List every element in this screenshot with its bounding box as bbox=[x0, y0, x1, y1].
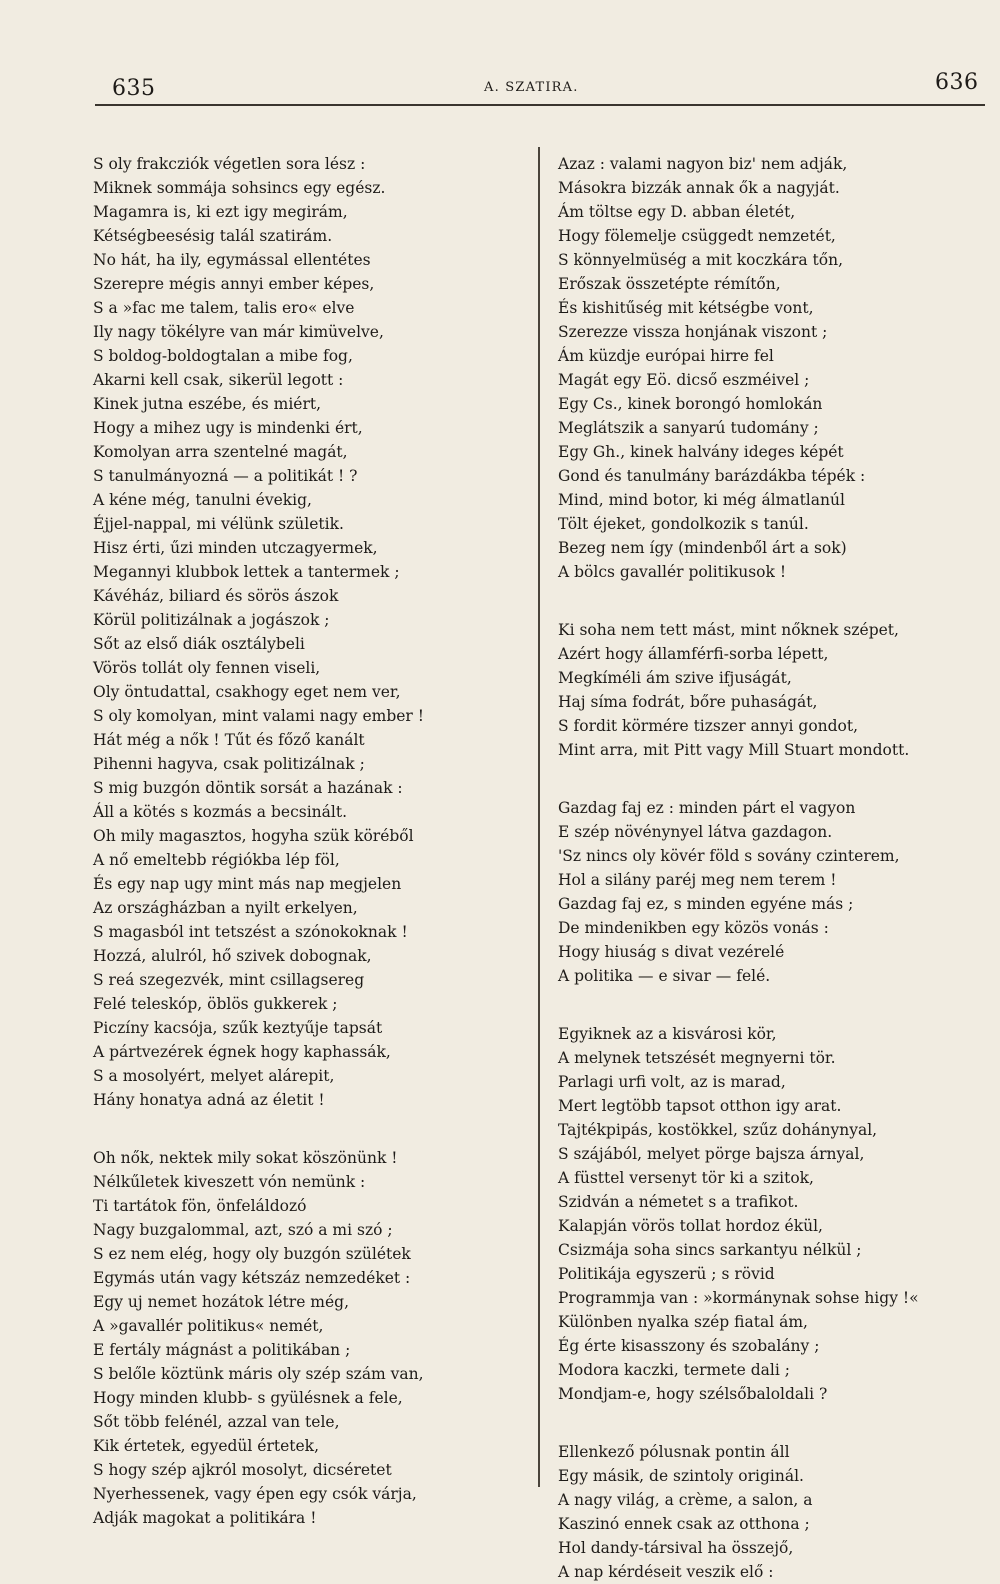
verse-line: De mindenikben egy közös vonás : bbox=[558, 919, 829, 937]
verse-line: Bezeg nem így (mindenből árt a sok) bbox=[558, 539, 847, 557]
verse-line: S a »fac me talem, talis ero« elve bbox=[93, 299, 355, 317]
verse-line: Hol a silány paréj meg nem terem ! bbox=[558, 871, 837, 889]
verse-line: Gond és tanulmány barázdákba tépék : bbox=[558, 467, 866, 485]
verse-line: A pártvezérek égnek hogy kaphassák, bbox=[93, 1043, 391, 1061]
verse-line: A nap kérdéseit veszik elő : bbox=[558, 1563, 774, 1581]
verse-line: A nagy világ, a crème, a salon, a bbox=[558, 1491, 813, 1509]
verse-line: Oly öntudattal, csakhogy eget nem ver, bbox=[93, 683, 401, 701]
verse-line: Erőszak összetépte rémítőn, bbox=[558, 275, 781, 293]
page-number-left: 635 bbox=[112, 76, 156, 101]
verse-line: Vörös tollát oly fennen viseli, bbox=[93, 659, 321, 677]
verse-line: És egy nap ugy mint más nap megjelen bbox=[93, 875, 402, 893]
verse-line: No hát, ha ily, egymással ellentétes bbox=[93, 251, 371, 269]
verse-line: Komolyan arra szentelné magát, bbox=[93, 443, 348, 461]
verse-line: E szép növénynyel látva gazdagon. bbox=[558, 823, 833, 841]
verse-line: Kétségbeesésig talál szatirám. bbox=[93, 227, 333, 245]
verse-line: Ti tartátok fön, önfeláldozó bbox=[93, 1197, 307, 1215]
verse-line: Gazdag faj ez : minden párt el vagyon bbox=[558, 799, 856, 817]
verse-line: S mig buzgón döntik sorsát a hazának : bbox=[93, 779, 403, 797]
header-rule bbox=[95, 104, 985, 106]
verse-line: Modora kaczki, termete dali ; bbox=[558, 1361, 790, 1379]
verse-line: A nő emeltebb régiókba lép föl, bbox=[93, 851, 340, 869]
verse-line: Oh nők, nektek mily sokat köszönünk ! bbox=[93, 1149, 398, 1167]
right-column bbox=[558, 152, 970, 1584]
verse-line: Ily nagy tökélyre van már kimüvelve, bbox=[93, 323, 384, 341]
stanza-gap bbox=[558, 762, 970, 796]
verse-line: Szerezze vissza honjának viszont ; bbox=[558, 323, 828, 341]
verse-line: A melynek tetszését megnyerni tör. bbox=[558, 1049, 836, 1067]
verse-line: Ég érte kisasszony és szobalány ; bbox=[558, 1337, 820, 1355]
verse-line: Nagy buzgalommal, azt, szó a mi szó ; bbox=[93, 1221, 393, 1239]
stanza bbox=[93, 152, 513, 1112]
verse-line: Hogy hiuság s divat vezérelé bbox=[558, 943, 785, 961]
verse-line: És kishitűség mit kétségbe vont, bbox=[558, 299, 814, 317]
verse-line: Hogy fölemelje csüggedt nemzetét, bbox=[558, 227, 836, 245]
verse-line: Sőt több felénél, azzal van tele, bbox=[93, 1413, 340, 1431]
verse-line: A bölcs gavallér politikusok ! bbox=[558, 563, 787, 581]
verse-line: Hogy a mihez ugy is mindenki ért, bbox=[93, 419, 363, 437]
verse-line: Magát egy Eö. dicső eszméivel ; bbox=[558, 371, 810, 389]
verse-line: Körül politizálnak a jogászok ; bbox=[93, 611, 330, 629]
column-divider bbox=[538, 147, 540, 1487]
verse-line: Egy Gh., kinek halvány ideges képét bbox=[558, 443, 844, 461]
verse-line: S szájából, melyet pörge bajsza árnyal, bbox=[558, 1145, 865, 1163]
verse-line: Meglátszik a sanyarú tudomány ; bbox=[558, 419, 819, 437]
verse-line: Egy uj nemet hozátok létre még, bbox=[93, 1293, 350, 1311]
verse-line: Megannyi klubbok lettek a tantermek ; bbox=[93, 563, 400, 581]
verse-line: Éjjel-nappal, mi vélünk születik. bbox=[93, 515, 344, 533]
verse-line: S ez nem elég, hogy oly buzgón szülétek bbox=[93, 1245, 411, 1263]
stanza-gap bbox=[93, 1112, 513, 1146]
page-header bbox=[0, 0, 1000, 110]
verse-line: Ellenkező pólusnak pontin áll bbox=[558, 1443, 790, 1461]
verse-line: Különben nyalka szép fiatal ám, bbox=[558, 1313, 808, 1331]
stanza-gap bbox=[558, 988, 970, 1022]
verse-line: Oh mily magasztos, hogyha szük köréből bbox=[93, 827, 414, 845]
verse-line: Ám küzdje európai hirre fel bbox=[558, 347, 774, 365]
verse-line: S belőle köztünk máris oly szép szám van, bbox=[93, 1365, 424, 1383]
verse-line: S magasból int tetszést a szónokoknak ! bbox=[93, 923, 408, 941]
verse-line: Kik értetek, egyedül értetek, bbox=[93, 1437, 320, 1455]
verse-line: A »gavallér politikus« nemét, bbox=[93, 1317, 324, 1335]
verse-line: A politika — e sivar — felé. bbox=[558, 967, 771, 985]
running-title: A. SZATIRA. bbox=[484, 80, 579, 95]
verse-line: Hát még a nők ! Tűt és főző kanált bbox=[93, 731, 365, 749]
verse-line: Hol dandy-társival ha összejő, bbox=[558, 1539, 794, 1557]
verse-line: Tölt éjeket, gondolkozik s tanúl. bbox=[558, 515, 809, 533]
verse-line: A füsttel versenyt tör ki a szitok, bbox=[558, 1169, 814, 1187]
verse-line: Akarni kell csak, sikerül legott : bbox=[93, 371, 344, 389]
verse-line: S oly frakcziók végetlen sora lész : bbox=[93, 155, 366, 173]
verse-line: Piczíny kacsója, szűk keztyűje tapsát bbox=[93, 1019, 383, 1037]
stanza bbox=[558, 1022, 970, 1406]
verse-line: Kaszinó ennek csak az otthona ; bbox=[558, 1515, 810, 1533]
verse-line: Kávéház, biliard és sörös ászok bbox=[93, 587, 339, 605]
verse-line: Adják magokat a politikára ! bbox=[93, 1509, 317, 1527]
verse-line: Mert legtöbb tapsot otthon igy arat. bbox=[558, 1097, 842, 1115]
stanza bbox=[558, 618, 970, 762]
verse-line: Magamra is, ki ezt igy megirám, bbox=[93, 203, 348, 221]
verse-line: Nyerhessenek, vagy épen egy csók várja, bbox=[93, 1485, 417, 1503]
verse-line: Programmja van : »kormánynak sohse higy !« bbox=[558, 1289, 919, 1307]
verse-line: Kalapján vörös tollat hordoz ékül, bbox=[558, 1217, 823, 1235]
verse-line: S tanulmányozná — a politikát ! ? bbox=[93, 467, 358, 485]
verse-line: Miknek sommája sohsincs egy egész. bbox=[93, 179, 386, 197]
stanza bbox=[93, 1146, 513, 1530]
stanza-gap bbox=[558, 1406, 970, 1440]
verse-line: S a mosolyért, melyet alárepit, bbox=[93, 1067, 335, 1085]
verse-line: Mint arra, mit Pitt vagy Mill Stuart mondott. bbox=[558, 741, 910, 759]
verse-line: Felé teleskóp, öblös gukkerek ; bbox=[93, 995, 338, 1013]
verse-line: S fordit körmére tizszer annyi gondot, bbox=[558, 717, 859, 735]
verse-line: Egy Cs., kinek borongó homlokán bbox=[558, 395, 823, 413]
verse-line: 'Sz nincs oly kövér föld s sovány czinterem, bbox=[558, 847, 900, 865]
verse-line: S reá szegezvék, mint csillagsereg bbox=[93, 971, 365, 989]
stanza bbox=[558, 152, 970, 584]
verse-line: Áll a kötés s kozmás a becsinált. bbox=[93, 803, 347, 821]
page-number-right: 636 bbox=[935, 70, 979, 95]
verse-line: Mind, mind botor, ki még álmatlanúl bbox=[558, 491, 845, 509]
verse-line: S oly komolyan, mint valami nagy ember ! bbox=[93, 707, 424, 725]
verse-line: Az országházban a nyilt erkelyen, bbox=[93, 899, 358, 917]
verse-line: S hogy szép ajkról mosolyt, dicséretet bbox=[93, 1461, 392, 1479]
verse-line: Parlagi urfi volt, az is marad, bbox=[558, 1073, 786, 1091]
verse-line: Egy másik, de szintoly originál. bbox=[558, 1467, 804, 1485]
verse-line: Pihenni hagyva, csak politizálnak ; bbox=[93, 755, 365, 773]
verse-line: Azaz : valami nagyon biz' nem adják, bbox=[558, 155, 848, 173]
verse-line: Szerepre mégis annyi ember képes, bbox=[93, 275, 375, 293]
verse-line: Azért hogy államférfi-sorba lépett, bbox=[558, 645, 829, 663]
verse-line: Politikája egyszerü ; s rövid bbox=[558, 1265, 775, 1283]
verse-line: Egyiknek az a kisvárosi kör, bbox=[558, 1025, 777, 1043]
verse-line: Hány honatya adná az életit ! bbox=[93, 1091, 325, 1109]
verse-line: E fertály mágnást a politikában ; bbox=[93, 1341, 351, 1359]
verse-line: A kéne még, tanulni évekig, bbox=[93, 491, 312, 509]
verse-line: Kinek jutna eszébe, és miért, bbox=[93, 395, 322, 413]
verse-line: Csizmája soha sincs sarkantyu nélkül ; bbox=[558, 1241, 862, 1259]
verse-line: Szidván a németet s a trafikot. bbox=[558, 1193, 799, 1211]
verse-line: Hogy minden klubb- s gyülésnek a fele, bbox=[93, 1389, 403, 1407]
verse-line: Mondjam-e, hogy szélsőbaloldali ? bbox=[558, 1385, 828, 1403]
verse-line: Ki soha nem tett mást, mint nőknek szépet, bbox=[558, 621, 899, 639]
verse-line: S boldog-boldogtalan a mibe fog, bbox=[93, 347, 353, 365]
verse-line: Tajtékpipás, kostökkel, szűz dohánynyal, bbox=[558, 1121, 878, 1139]
verse-line: Gazdag faj ez, s minden egyéne más ; bbox=[558, 895, 854, 913]
verse-line: Ám töltse egy D. abban életét, bbox=[558, 203, 796, 221]
left-column bbox=[93, 152, 513, 1530]
verse-line: Hisz érti, űzi minden utczagyermek, bbox=[93, 539, 378, 557]
verse-line: Nélkűletek kiveszett vón nemünk : bbox=[93, 1173, 366, 1191]
stanza-gap bbox=[558, 584, 970, 618]
verse-line: Egymás után vagy kétszáz nemzedéket : bbox=[93, 1269, 411, 1287]
verse-line: S könnyelmüség a mit koczkára tőn, bbox=[558, 251, 844, 269]
verse-line: Haj síma fodrát, bőre puhaságát, bbox=[558, 693, 818, 711]
stanza bbox=[558, 1440, 970, 1584]
verse-line: Sőt az első diák osztálybeli bbox=[93, 635, 305, 653]
verse-line: Megkíméli ám szive ifjuságát, bbox=[558, 669, 792, 687]
verse-line: Másokra bizzák annak ők a nagyját. bbox=[558, 179, 840, 197]
verse-line: Hozzá, alulról, hő szivek dobognak, bbox=[93, 947, 372, 965]
stanza bbox=[558, 796, 970, 988]
